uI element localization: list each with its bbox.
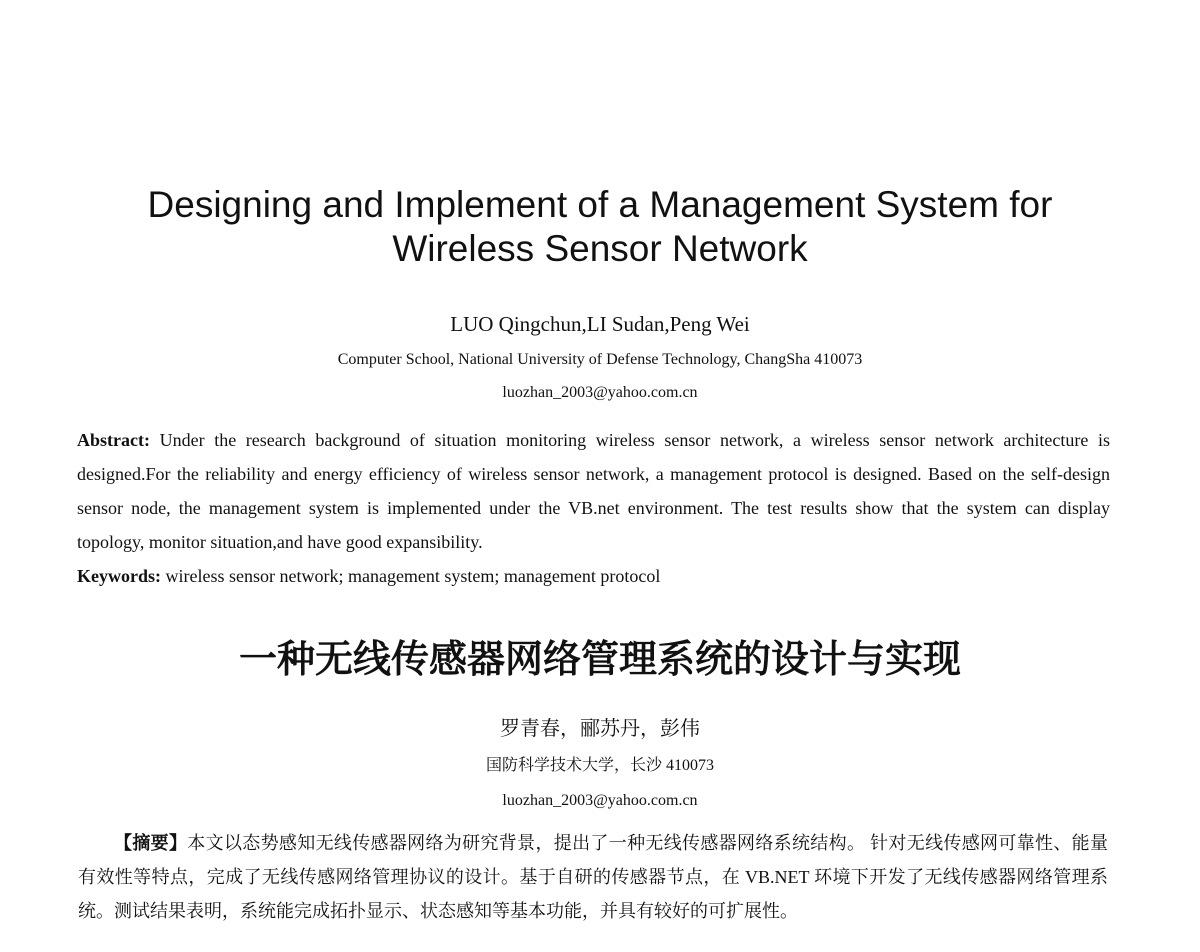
chinese-abstract-text: 本文以态势感知无线传感器网络为研究背景，提出了一种无线传感器网络系统结构。 针对无线传感网可靠性、能量有效性等特点，完成了无线传感网络管理协议的设计。基于自研的传感器节点，在 VB.NET 环境下开发了无线传感器网络管理系统。测试结果表明，系统能完成拓扑显示、状态感知等基本功能，并具有较好的可扩展性。 bbox=[78, 833, 1108, 921]
abstract-text: Under the research background of situation monitoring wireless sensor network, a wireless sensor network architecture is designed.For the reliability and energy efficiency of wireless sensor network, a management protocol is designed. Based on the self-design sensor node, the management system is implemented under the VB.net environment. The test results show that the system can display topology, monitor situation,and have good expansibility. bbox=[77, 430, 1110, 552]
english-abstract bbox=[77, 423, 1110, 559]
chinese-title: 一种无线传感器网络管理系统的设计与实现 bbox=[238, 637, 961, 681]
chinese-affiliation: 国防科学技术大学，长沙 410073 bbox=[485, 757, 714, 774]
english-keywords bbox=[77, 559, 1110, 593]
chinese-abstract bbox=[78, 826, 1108, 928]
chinese-abstract-label: 【摘要】 bbox=[114, 833, 188, 853]
english-email: luozhan_2003@yahoo.com.cn bbox=[502, 384, 698, 401]
keywords-label: Keywords: bbox=[77, 566, 161, 586]
chinese-authors: 罗青春，郦苏丹，彭伟 bbox=[500, 718, 700, 740]
english-title-line-2: Wireless Sensor Network bbox=[392, 228, 808, 269]
english-authors: LUO Qingchun,LI Sudan,Peng Wei bbox=[450, 312, 750, 336]
keywords-text: wireless sensor network; management system; management protocol bbox=[161, 566, 661, 586]
english-affiliation: Computer School, National University of Defense Technology, ChangSha 410073 bbox=[337, 351, 863, 368]
english-title bbox=[60, 183, 1140, 271]
english-title-line-1: Designing and Implement of a Management System for bbox=[147, 184, 1053, 225]
chinese-email: luozhan_2003@yahoo.com.cn bbox=[502, 792, 698, 809]
abstract-label: Abstract: bbox=[77, 430, 150, 450]
